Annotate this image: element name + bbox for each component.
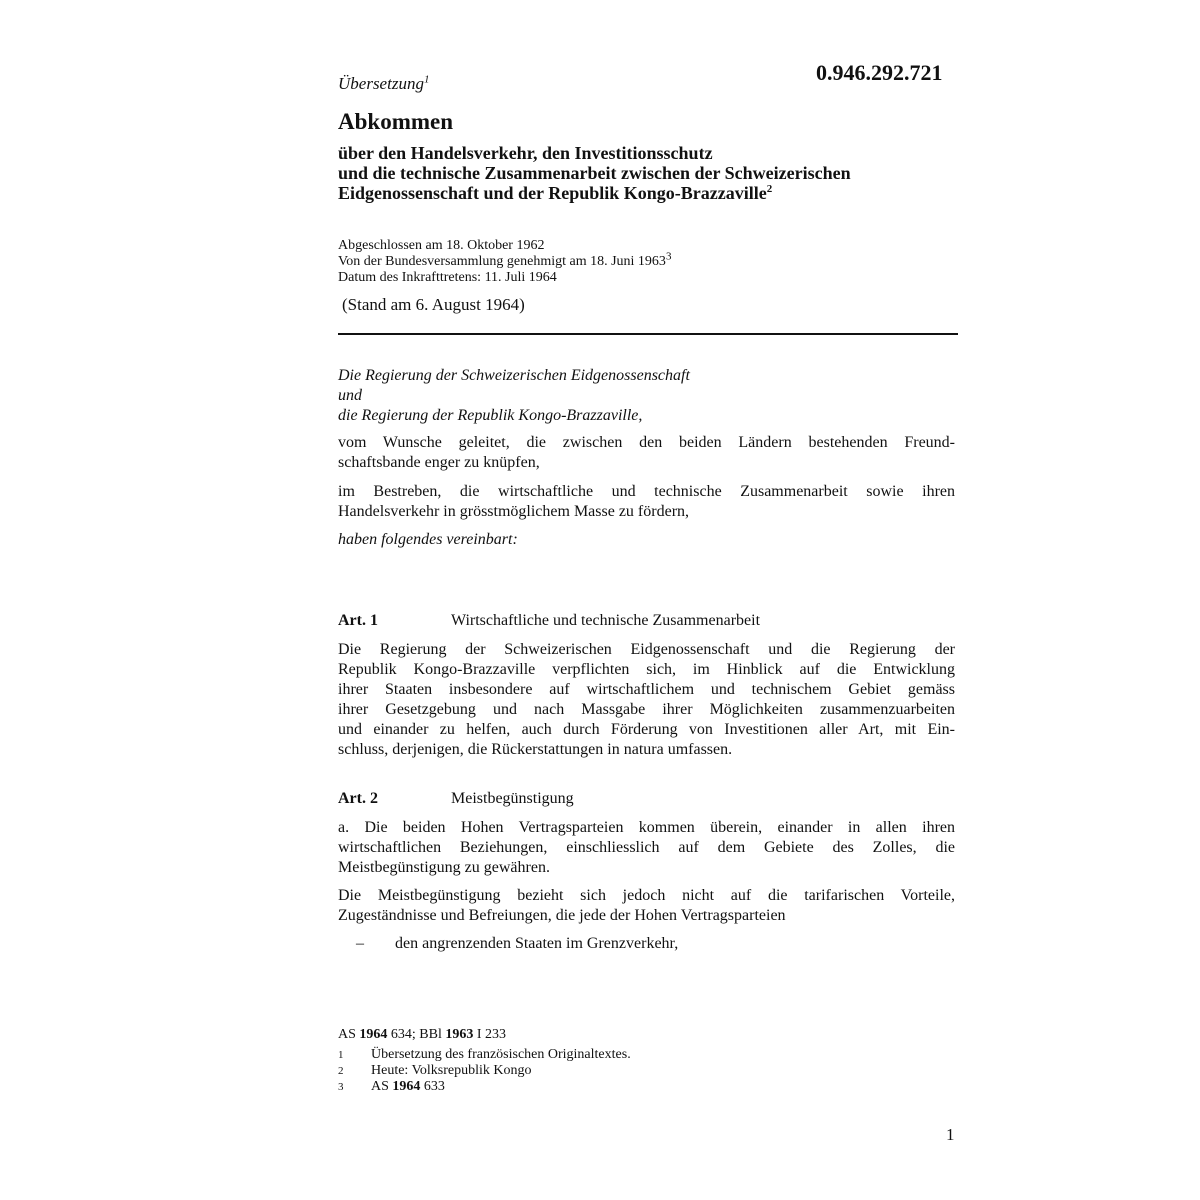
preamble-paragraph-1: vom Wunsche geleitet, die zwischen den beiden Ländern bestehenden Freund- schaftsbande enger zu knüpfen, [338, 434, 955, 471]
preamble-paragraph-2: im Bestreben, die wirtschaftliche und technische Zusammenarbeit sowie ihren Handelsverkehr in grösstmöglichem Masse zu fördern, [338, 483, 955, 520]
approval-date: Von der Bundesversammlung genehmigt am 18. Juni 1963$^3$ [338, 250, 672, 269]
article-2-number: Art. 2 [338, 790, 378, 807]
footnote-3: 3 AS 1964 633 [338, 1079, 445, 1094]
article-1-title: Wirtschaftliche und technische Zusammenarbeit [451, 612, 761, 629]
footnotes [338, 1047, 631, 1095]
dash-bullet: – [356, 935, 364, 952]
concluded-date: Abgeschlossen am 18. Oktober 1962 [338, 238, 545, 253]
document-subtitle: über den Handelsverkehr, den Investitionsschutz und die technische Zusammenarbeit zwischen der Schweizerischen Eidgenossenschaft und der Republik Kongo-Brazzaville$^2$ [338, 143, 851, 203]
footnote-ref-2[interactable]: 2 [766, 183, 773, 195]
divider [338, 333, 958, 335]
translation-label: Übersetzung$^1$ [338, 73, 430, 93]
document-title: Abkommen [338, 109, 454, 134]
footnote-2: 2 Heute: Volksrepublik Kongo [338, 1063, 532, 1078]
footnote-1: 1 Übersetzung des französischen Originaltextes. [338, 1047, 631, 1062]
sr-number: 0.946.292.721 [816, 60, 943, 85]
preamble-closing: haben folgendes vereinbart: [338, 531, 518, 548]
status-date: (Stand am 6. August 1964) [342, 295, 525, 314]
official-collection-reference: AS 1964 634; BBl 1963 I 233 [338, 1027, 507, 1042]
article-2-title: Meistbegünstigung [451, 790, 574, 807]
article-1-number: Art. 1 [338, 612, 378, 629]
preamble-parties: Die Regierung der Schweizerischen Eidgenossenschaft und die Regierung der Republik Kongo-Brazzaville, [338, 367, 690, 424]
page-number: 1 [946, 1125, 955, 1144]
document-metadata [338, 238, 671, 286]
entry-into-force: Datum des Inkrafttretens: 11. Juli 1964 [338, 270, 557, 285]
article-2-para-b: Die Meistbegünstigung bezieht sich jedoch nicht auf die tarifarischen Vorteile, Zugeständnisse und Befreiungen, die jede der Hohen Vertragsparteien [338, 887, 955, 924]
list-item: – den angrenzenden Staaten im Grenzverkehr, [356, 935, 679, 952]
footnote-ref-1[interactable]: 1 [423, 73, 430, 86]
article-1-body: Die Regierung der Schweizerischen Eidgenossenschaft und die Regierung der Republik Kongo-Brazzaville verpflichten sich, im Hinblick auf die Entwicklung ihrer Staaten insbesondere auf wirtschaftlichem und technischem Gebiet gemäss ihrer Gesetzgebung und nach Massgabe ihrer Möglichkeiten zusammenzuarbeiten und einander zu helfen, auch durch Förderung von Investitionen aller Art, mit Ein- schluss, derjenigen, die Rückerstattungen in natura umfassen. [338, 641, 955, 758]
article-2-para-a: a. Die beiden Hohen Vertragsparteien kommen überein, einander in allen ihren wirtschaftlichen Beziehungen, einschliesslich auf dem Gebiete des Zolles, die Meistbegünstigung zu gewähren. [338, 819, 955, 876]
footnote-ref-3[interactable]: 3 [665, 250, 672, 263]
